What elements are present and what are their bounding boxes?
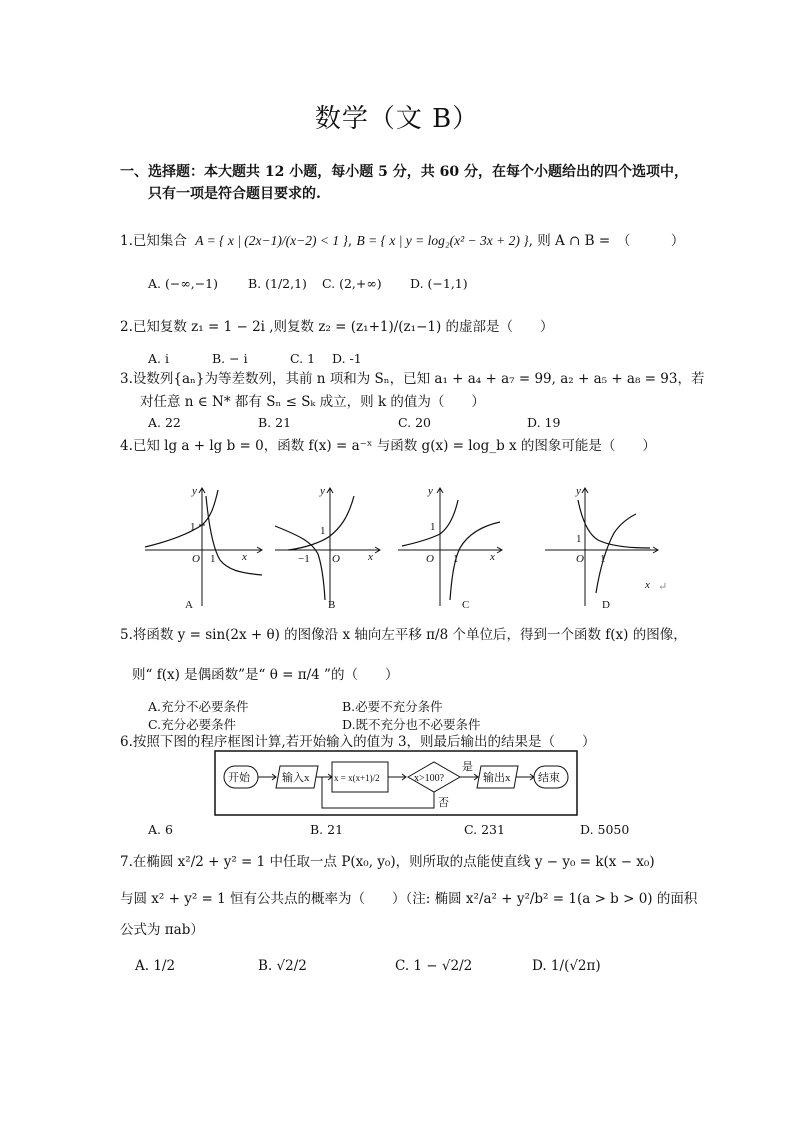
q6-option-d: D. 5050 <box>580 822 630 837</box>
q5-option-a: A.充分不必要条件 <box>148 699 249 714</box>
graph-c <box>398 488 502 606</box>
graph-d-x: x <box>645 579 650 591</box>
flow-end-label: 结束 <box>538 772 560 784</box>
q1-ask: , 则 A ∩ B = （ ） <box>528 233 685 249</box>
graph-d-origin: O <box>576 553 584 565</box>
q7-stem-line2: 与圆 x² + y² = 1 恒有公共点的概率为（ ）（注: 椭圆 x²/a² + y²/b² = 1(a > b > 0) 的面积 <box>120 891 698 907</box>
flow-no-label: 否 <box>438 797 449 809</box>
q5-option-d: D.既不充分也不必要条件 <box>342 717 481 732</box>
graph-c-one-y: 1 <box>430 521 436 533</box>
q2-option-b: B. − i <box>212 351 248 366</box>
graph-a-one-y: 1 <box>190 521 196 533</box>
q3-option-b: B. 21 <box>258 415 292 430</box>
section-heading-line1: 一、选择题：本大题共 12 小题，每小题 5 分，共 60 分，在每个小题给出的四个选项中， <box>120 164 688 180</box>
q6-option-c: C. 231 <box>464 822 505 837</box>
q2-option-c: C. 1 <box>290 351 316 366</box>
flow-decision-label: x>100? <box>414 773 445 784</box>
q4-stem: 4.已知 lg a + lg b = 0，函数 f(x) = a⁻ˣ 与函数 g(x) = log_b x 的图象可能是（ ） <box>120 438 656 454</box>
graph-b-one-y: 1 <box>320 525 326 537</box>
q1-option-b: B. (1/2,1) <box>248 276 307 291</box>
q2-option-d: D. -1 <box>332 351 362 366</box>
q3-option-d: D. 19 <box>527 415 561 430</box>
flow-start-label: 开始 <box>228 772 250 784</box>
flow-process-label: x = x(x+1)/2 <box>334 773 380 783</box>
graph-d-y: y <box>576 485 581 497</box>
q1-option-a: A. (−∞,−1) <box>148 276 219 291</box>
q7-stem-line1: 7.在椭圆 x²/2 + y² = 1 中任取一点 P(x₀, y₀)，则所取的点能使直线 y − y₀ = k(x − x₀) <box>120 854 655 870</box>
q5-option-b: B.必要不充分条件 <box>342 699 443 714</box>
graph-b-y: y <box>320 485 325 497</box>
q1-set-b: B = { x | y = log₂(x² − 3x + 2) } <box>356 233 529 248</box>
flow-yes-label: 是 <box>462 761 473 773</box>
graph-a-label: A <box>185 599 193 611</box>
q7-option-b: B. √2/2 <box>258 958 307 974</box>
q1-option-d: D. (−1,1) <box>410 276 468 291</box>
graph-a <box>145 488 262 606</box>
q1-option-c: C. (2,+∞) <box>322 276 382 291</box>
q4-graphs <box>140 478 680 618</box>
graph-c-label: C <box>462 599 470 611</box>
graph-b-neg-one: −1 <box>298 553 310 565</box>
q6-option-b: B. 21 <box>310 822 344 837</box>
q6-option-a: A. 6 <box>148 822 173 837</box>
graph-b-origin: O <box>332 553 340 565</box>
q5-stem-line2: 则“ f(x) 是偶函数”是“ θ = π/4 ”的（ ） <box>132 667 399 683</box>
graph-c-y: y <box>428 485 433 497</box>
q3-option-a: A. 22 <box>148 415 181 430</box>
q3-option-c: C. 20 <box>398 415 431 430</box>
flow-output-label: 输出x <box>483 772 511 784</box>
graph-c-one-x: 1 <box>453 553 459 565</box>
q6-stem: 6.按照下图的程序框图计算,若开始输入的值为 3，则最后输出的结果是（ ） <box>120 734 596 750</box>
q5-stem-line1: 5.将函数 y = sin(2x + θ) 的图像沿 x 轴向左平移 π/8 个单位后，得到一个函数 f(x) 的图像， <box>120 627 687 643</box>
graph-d <box>545 488 658 606</box>
section-heading-line2: 只有一项是符合题目要求的. <box>148 186 321 202</box>
graph-d-label: D <box>602 599 610 611</box>
q2-option-a: A. i <box>148 351 169 366</box>
graph-a-y: y <box>192 485 197 497</box>
graph-c-x: x <box>490 551 495 563</box>
q3-stem-line2: 对任意 n ∈ N* 都有 Sₙ ≤ Sₖ 成立，则 k 的值为（ ） <box>140 394 485 410</box>
graph-b-label: B <box>328 599 336 611</box>
q3-stem-line1: 3.设数列{aₙ}为等差数列，其前 n 项和为 Sₙ，已知 a₁ + a₄ + a₇ = 99, a₂ + a₅ + a₈ = 93，若 <box>120 371 705 387</box>
q1-set-a: A = { x | (2x−1)/(x−2) < 1 } <box>195 233 348 248</box>
graph-d-one-x: 1 <box>600 553 606 565</box>
graph-b-x: x <box>368 551 373 563</box>
q7-option-c: C. 1 − √2/2 <box>395 958 473 974</box>
q7-option-a: A. 1/2 <box>135 958 176 974</box>
q7-stem-line3: 公式为 πab） <box>120 922 204 938</box>
q6-flowchart <box>214 750 580 818</box>
graph-a-origin: O <box>192 553 200 565</box>
q1-stem: 1.已知集合 A = { x | (2x−1)/(x−2) < 1 }, B = { x | y = log₂(x² − 3x + 2) }, 则 A ∩ B = （ ） <box>120 233 685 249</box>
graph-c-origin: O <box>426 553 434 565</box>
q5-option-c: C.充分必要条件 <box>148 717 237 732</box>
flow-input-label: 输入x <box>282 772 310 784</box>
page-title: 数学（文 B） <box>314 104 480 134</box>
graph-a-one-x: 1 <box>210 553 216 565</box>
graph-d-one-y: 1 <box>576 533 582 545</box>
graph-a-x: x <box>242 551 247 563</box>
graph-b <box>275 488 380 606</box>
q2-stem: 2.已知复数 z₁ = 1 − 2i ,则复数 z₂ = (z₁+1)/(z₁−1) 的虚部是（ ） <box>120 319 554 335</box>
q7-option-d: D. 1/(√2π) <box>532 958 601 974</box>
return-mark: ↵ <box>658 581 668 593</box>
